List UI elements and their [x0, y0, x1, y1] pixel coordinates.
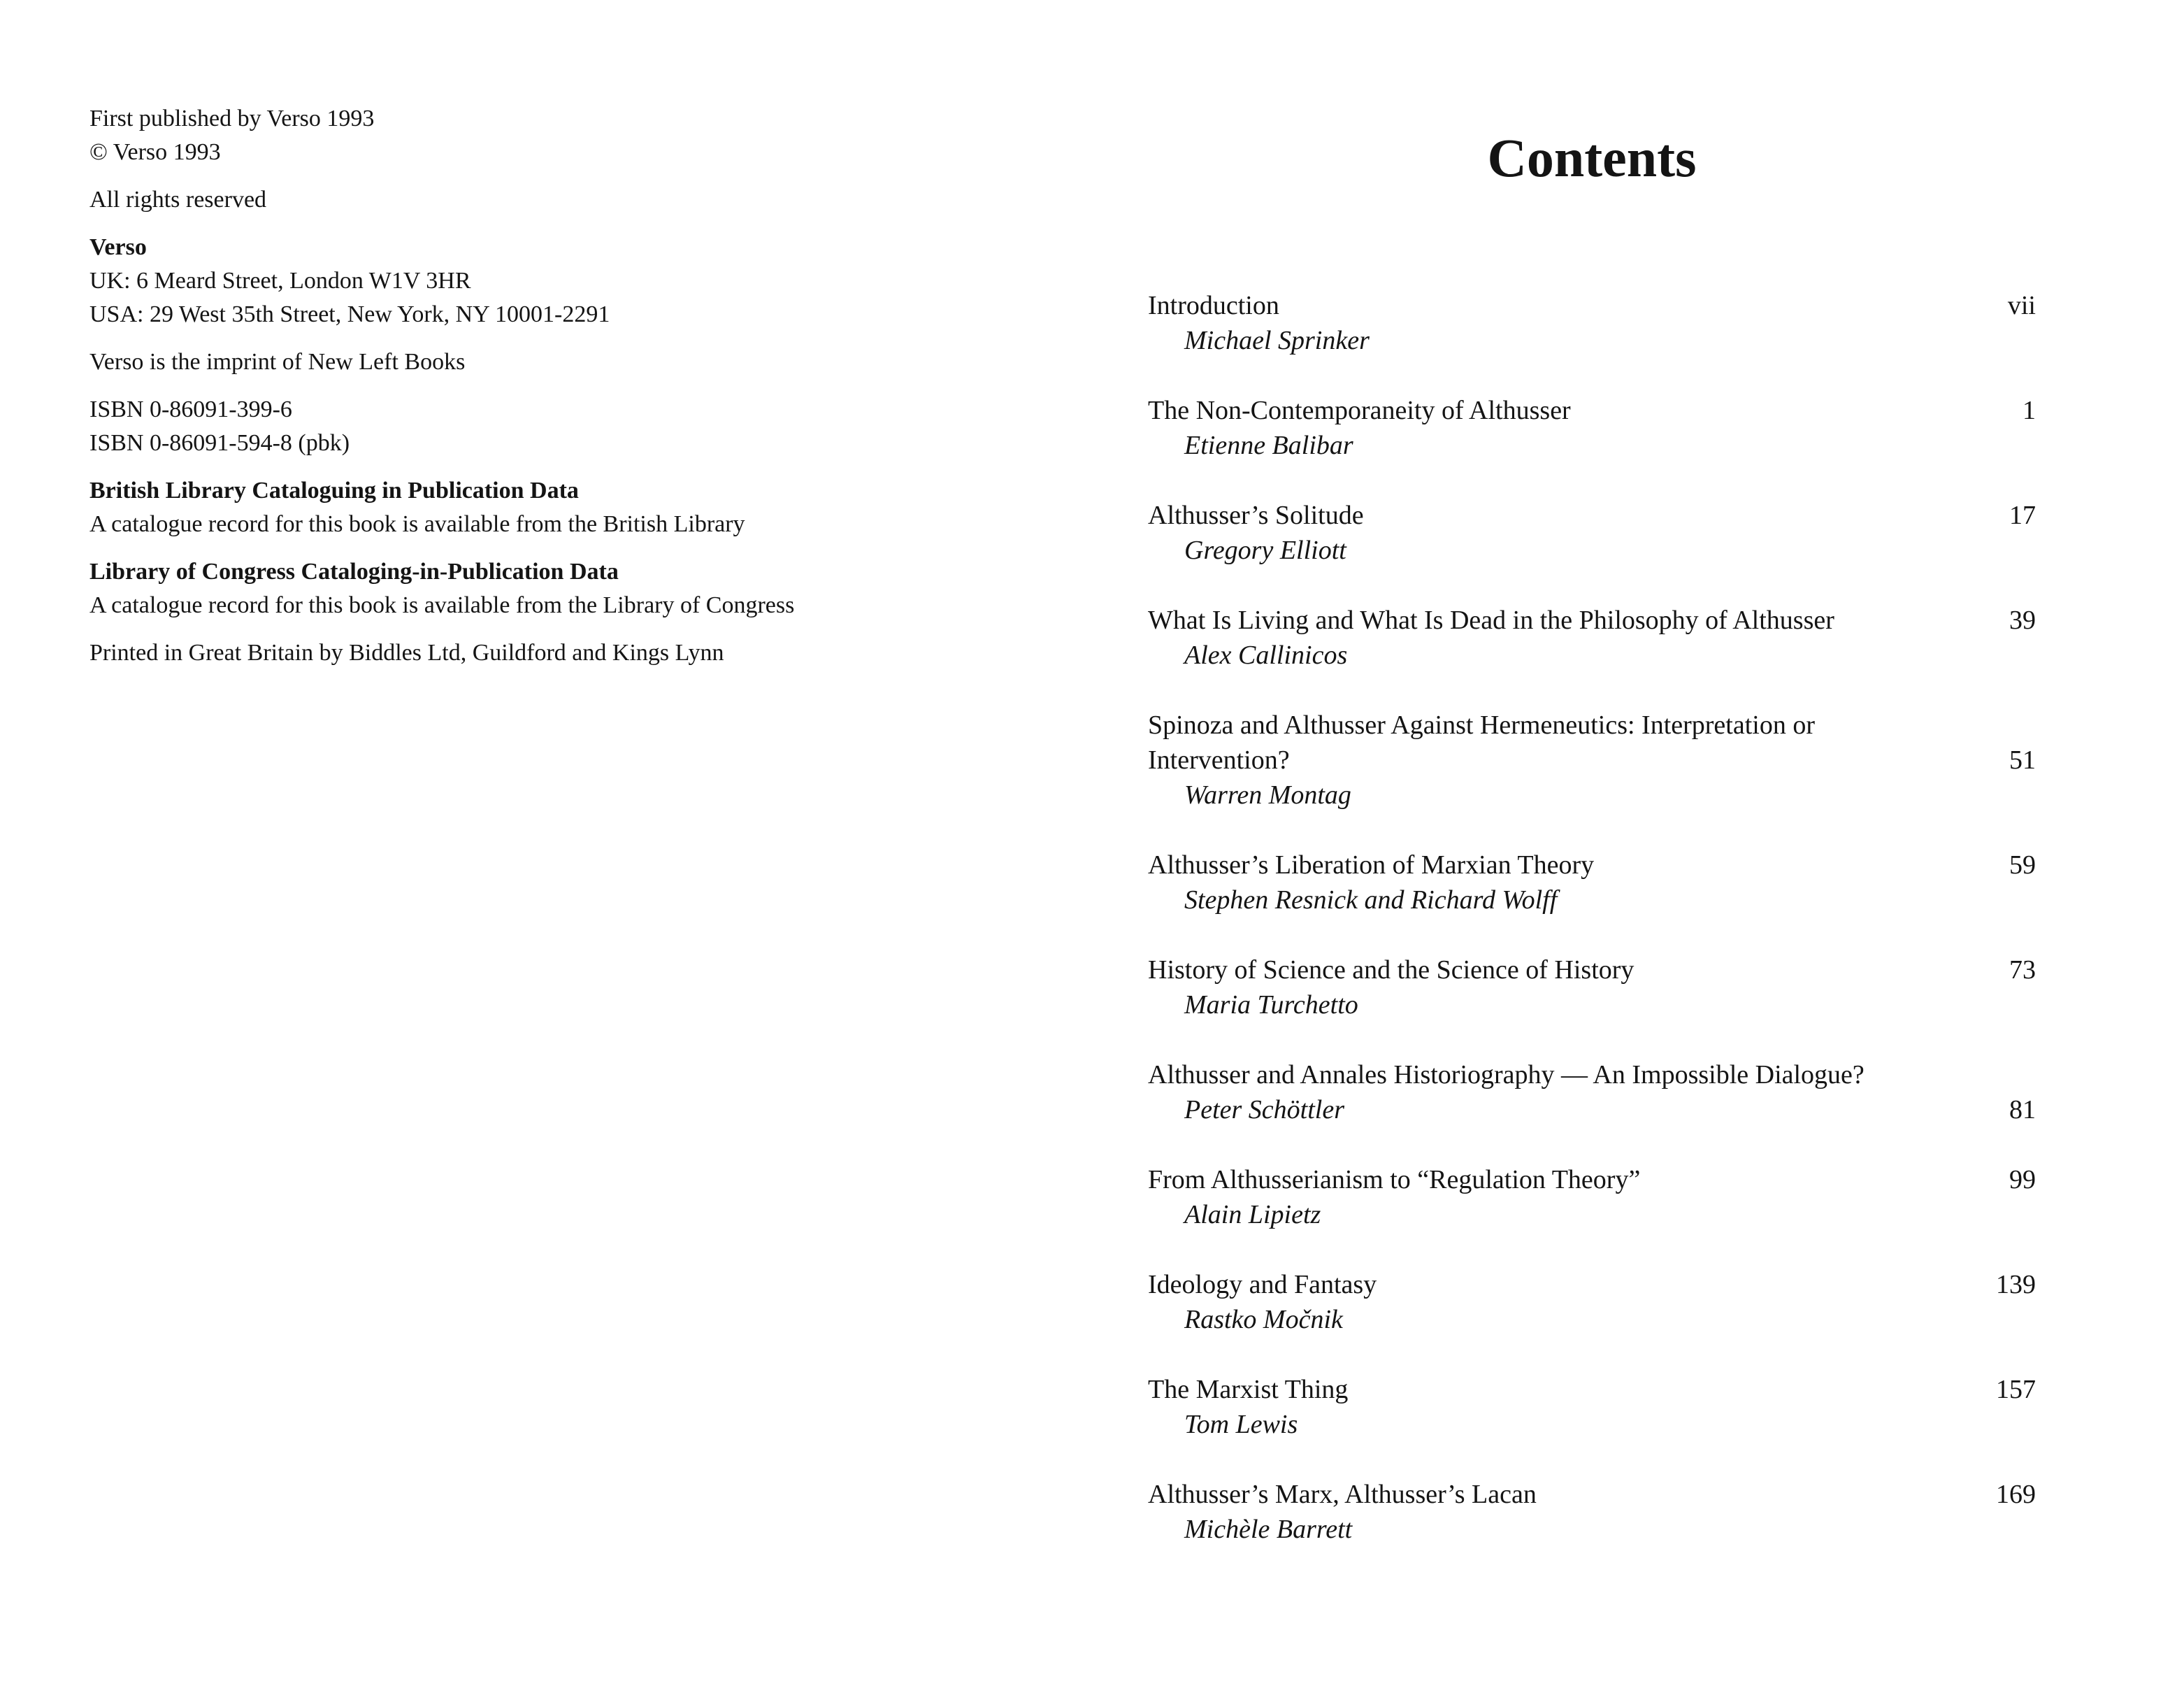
toc-entry-page: 51	[2009, 745, 2036, 775]
toc-entry-page: 99	[2009, 1165, 2036, 1194]
copyright-line: © Verso 1993	[89, 139, 221, 165]
imprint-line: Verso is the imprint of New Left Books	[89, 349, 466, 375]
contents-title: Contents	[1487, 127, 1697, 188]
british-library-heading: British Library Cataloguing in Publication Data	[89, 478, 579, 503]
library-of-congress-text: A catalogue record for this book is available from the Library of Congress	[89, 592, 795, 618]
toc-entry	[1148, 1057, 2036, 1127]
toc-entry-page: 139	[1996, 1270, 2036, 1299]
toc-entry-author: Michèle Barrett	[1184, 1515, 1353, 1544]
toc-entry-title: Althusser’s Solitude	[1148, 501, 1364, 530]
library-of-congress-heading: Library of Congress Cataloging-in-Publication Data	[89, 559, 619, 585]
toc-list	[1148, 288, 2036, 1582]
isbn-paperback: ISBN 0-86091-594-8 (pbk)	[89, 430, 350, 456]
toc-entry-author: Tom Lewis	[1184, 1410, 1298, 1439]
toc-entry-author: Stephen Resnick and Richard Wolff	[1184, 885, 1558, 915]
toc-entry	[1148, 603, 2036, 673]
isbn-hardback: ISBN 0-86091-399-6	[89, 397, 292, 422]
toc-entry-title: Althusser’s Marx, Althusser’s Lacan	[1148, 1480, 1537, 1509]
toc-entry-author: Maria Turchetto	[1184, 990, 1358, 1020]
toc-entry-page: 59	[2009, 850, 2036, 880]
toc-entry-title: Althusser and Annales Historiography — An Impossible Dialogue?	[1148, 1060, 1865, 1090]
toc-entry-title: The Non-Contemporaneity of Althusser	[1148, 396, 1571, 425]
toc-entry	[1148, 288, 2036, 358]
contents-page	[1148, 0, 2043, 1686]
toc-entry	[1148, 952, 2036, 1022]
toc-entry-page: 39	[2009, 606, 2036, 635]
printed-line: Printed in Great Britain by Biddles Ltd, Guildford and Kings Lynn	[89, 640, 724, 666]
toc-entry-title: Althusser’s Liberation of Marxian Theory	[1148, 850, 1595, 880]
publisher-name: Verso	[89, 234, 147, 260]
toc-entry-author: Gregory Elliott	[1184, 536, 1346, 565]
address-usa: USA: 29 West 35th Street, New York, NY 10001-2291	[89, 301, 610, 327]
copyright-page	[89, 102, 998, 670]
toc-entry-title: What Is Living and What Is Dead in the Philosophy of Althusser	[1148, 606, 1834, 635]
toc-entry-title: Ideology and Fantasy	[1148, 1270, 1377, 1299]
toc-entry	[1148, 708, 2036, 813]
address-uk: UK: 6 Meard Street, London W1V 3HR	[89, 268, 471, 294]
toc-entry-author: Etienne Balibar	[1184, 431, 1353, 460]
toc-entry	[1148, 1477, 2036, 1547]
toc-entry-author: Michael Sprinker	[1184, 326, 1370, 355]
toc-entry-title: History of Science and the Science of History	[1148, 955, 1635, 985]
toc-entry-author: Alex Callinicos	[1184, 641, 1348, 670]
first-published-line: First published by Verso 1993	[89, 106, 375, 131]
toc-entry-author: Warren Montag	[1184, 780, 1351, 810]
toc-entry-author: Rastko Močnik	[1184, 1305, 1343, 1334]
toc-entry-page: 17	[2009, 501, 2036, 530]
toc-entry-page: vii	[2007, 291, 2036, 320]
toc-entry-page: 73	[2009, 955, 2036, 985]
toc-entry-page: 157	[1996, 1375, 2036, 1404]
toc-entry-page: 1	[2023, 396, 2036, 425]
toc-entry-author: Alain Lipietz	[1184, 1200, 1321, 1229]
toc-entry	[1148, 1162, 2036, 1232]
toc-entry-title: Spinoza and Althusser Against Hermeneutics: Interpretation or Intervention?	[1148, 710, 1815, 775]
toc-entry-title: From Althusserianism to “Regulation Theory”	[1148, 1165, 1641, 1194]
toc-entry-page: 169	[1996, 1480, 2036, 1509]
toc-entry-author: Peter Schöttler	[1184, 1095, 1344, 1124]
toc-entry	[1148, 848, 2036, 917]
british-library-text: A catalogue record for this book is available from the British Library	[89, 511, 745, 537]
toc-entry	[1148, 1372, 2036, 1442]
toc-entry-title: Introduction	[1148, 291, 1279, 320]
toc-entry	[1148, 1267, 2036, 1337]
rights-line: All rights reserved	[89, 187, 267, 213]
toc-entry	[1148, 393, 2036, 463]
toc-entry	[1148, 498, 2036, 568]
toc-entry-title: The Marxist Thing	[1148, 1375, 1349, 1404]
toc-entry-page: 81	[2009, 1095, 2036, 1124]
